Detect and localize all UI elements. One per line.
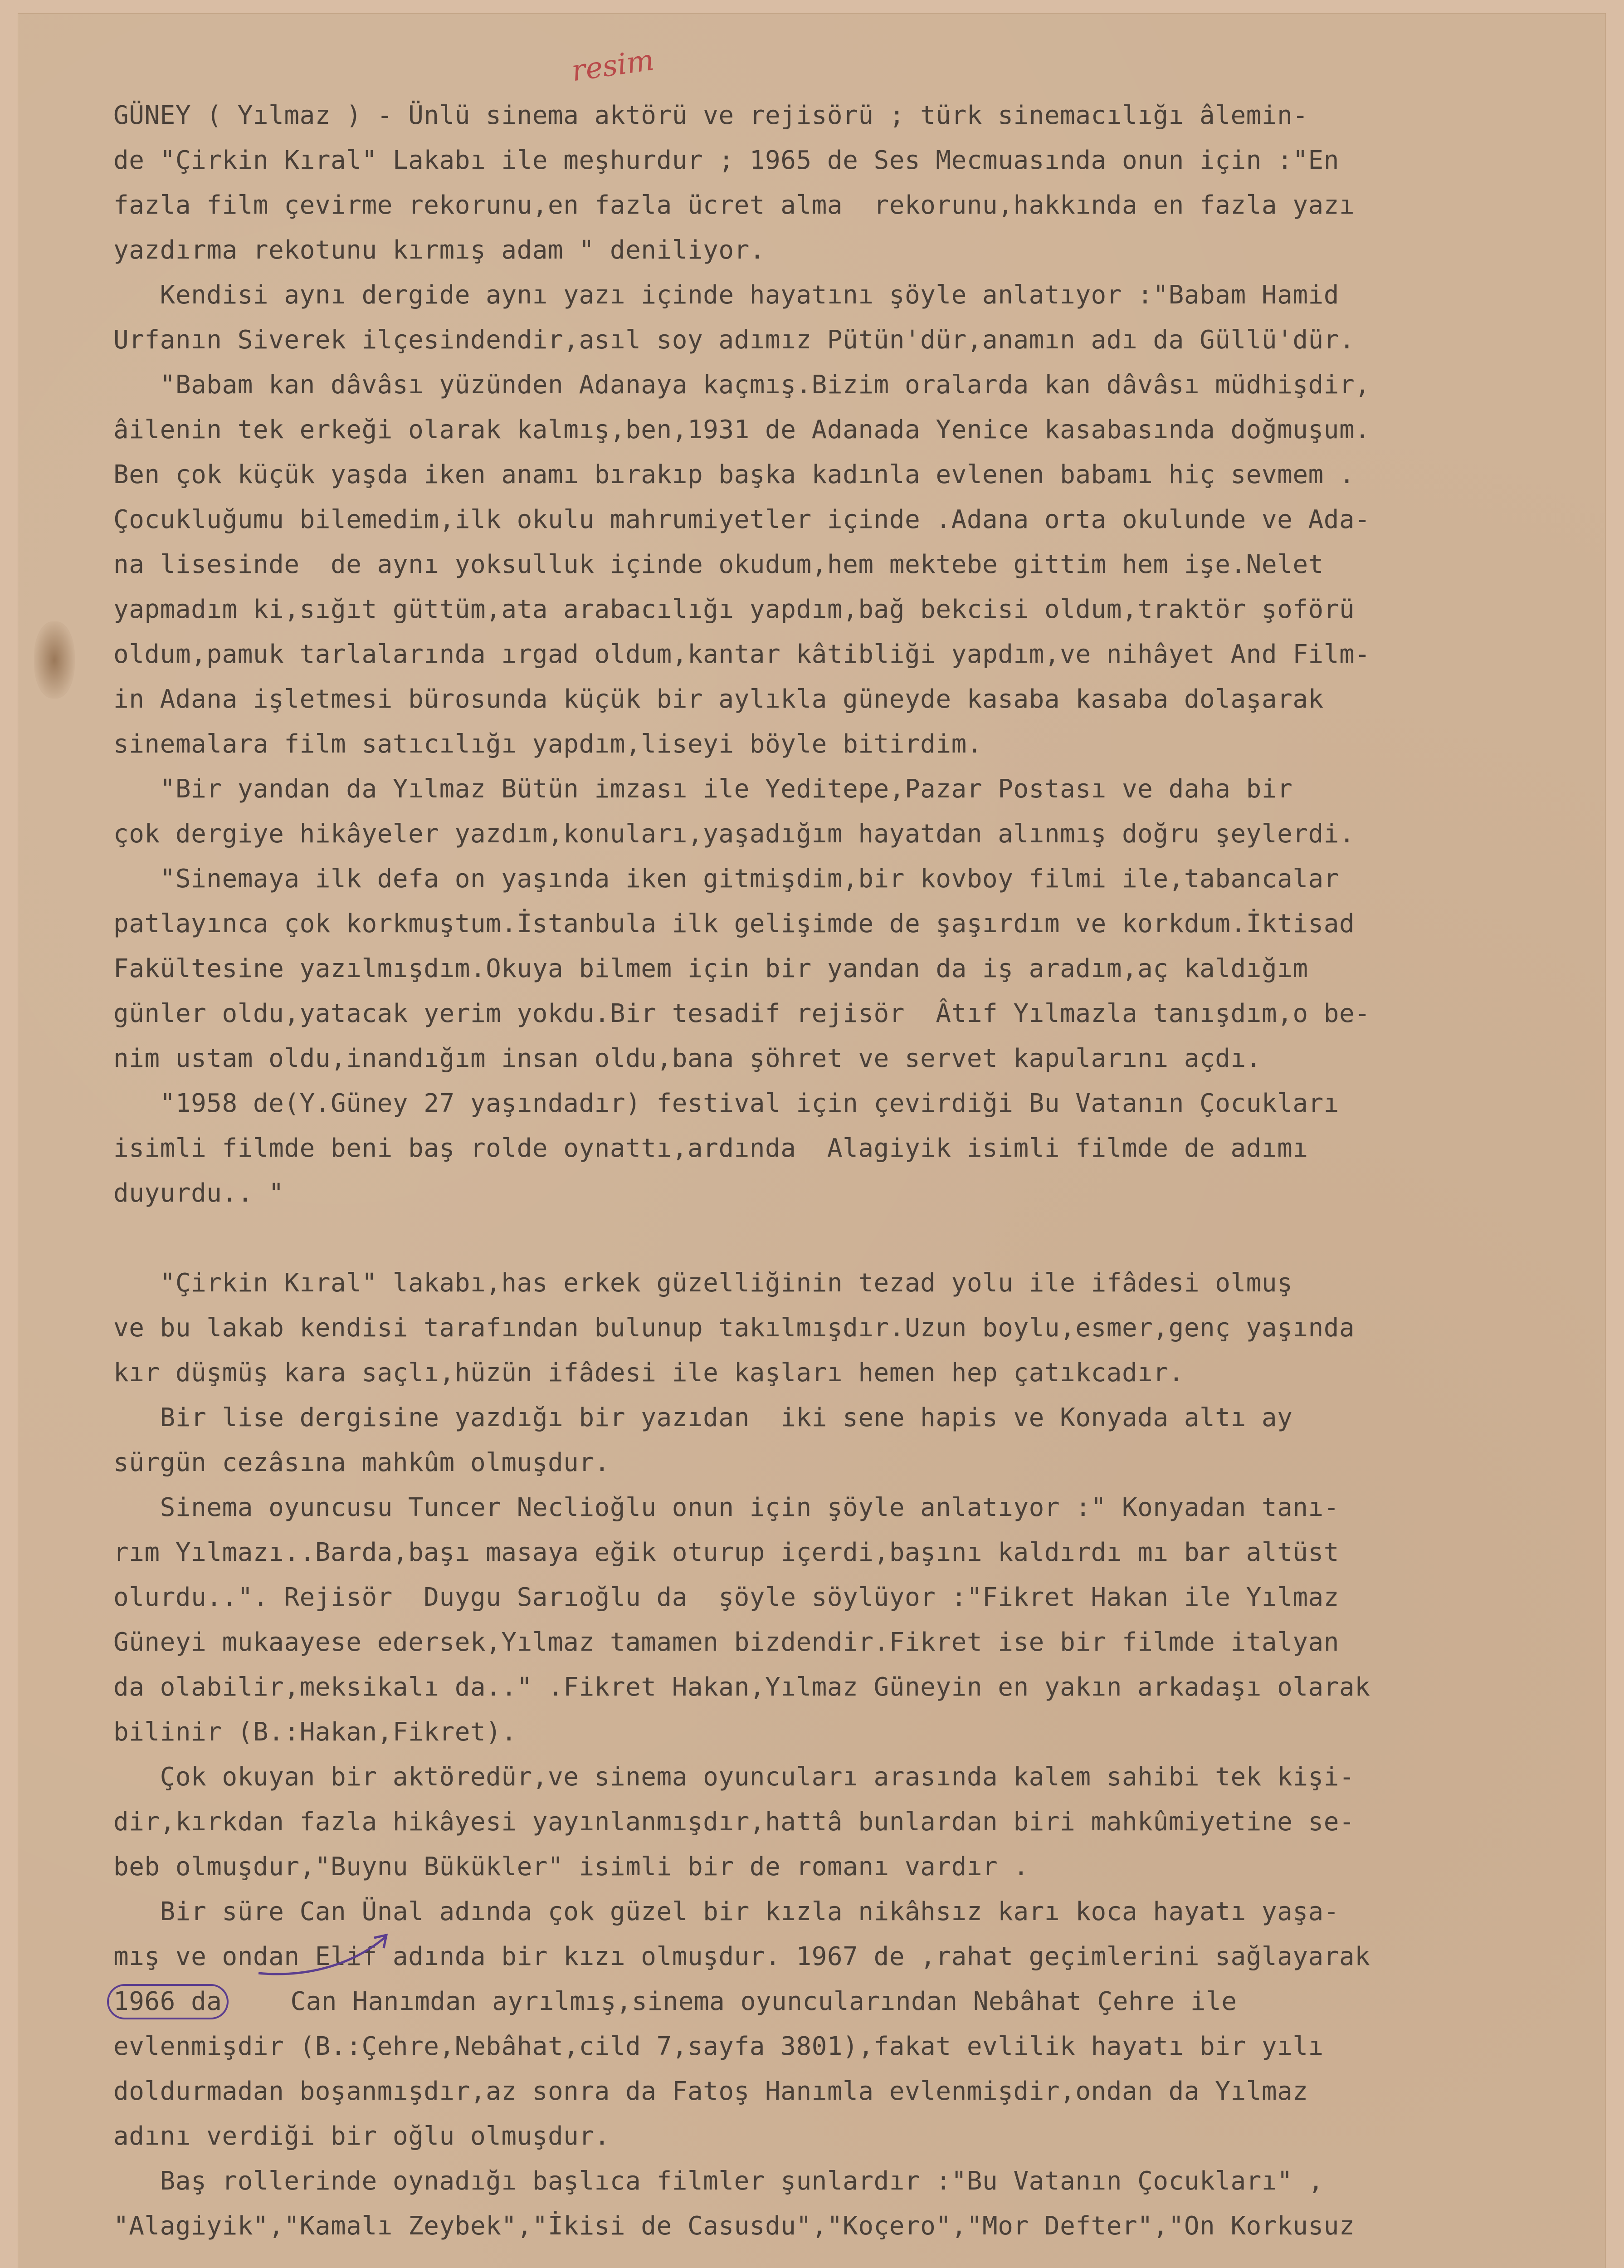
text-line: adını verdiği bir oğlu olmuşdur. <box>113 2121 610 2151</box>
circled-handwritten-insert: 1966 da <box>107 1984 229 2019</box>
text-line: Kendisi aynı dergide aynı yazı içinde hayatını şöyle anlatıyor :"Babam Hamid <box>113 280 1339 310</box>
text-line: doldurmadan boşanmışdır,az sonra da Fatoş Hanımla evlenmişdir,ondan da Yılmaz <box>113 2077 1308 2106</box>
text-line: Fakültesine yazılmışdım.Okuya bilmem için bir yandan da iş aradım,aç kaldığım <box>113 954 1308 983</box>
text-line: Baş rollerinde oynadığı başlıca filmler şunlardır :"Bu Vatanın Çocukları" , <box>113 2166 1324 2196</box>
text-line: mış ve ondan Elif adında bir kızı olmuşdur. 1967 de ,rahat geçimlerini sağlayarak <box>113 1942 1370 1971</box>
text-line: isimli filmde beni baş rolde oynattı,ardında Alagiyik isimli filmde de adımı <box>113 1134 1308 1163</box>
text-line: da olabilir,meksikalı da.." .Fikret Hakan,Yılmaz Güneyin en yakın arkadaşı olarak <box>113 1672 1370 1702</box>
paper-stain <box>34 621 75 699</box>
text-line: Urfanın Siverek ilçesindendir,asıl soy adımız Pütün'dür,anamın adı da Güllü'dür. <box>113 325 1355 355</box>
text-line: Çok okuyan bir aktöredür,ve sinema oyuncuları arasında kalem sahibi tek kişi- <box>113 1762 1355 1792</box>
text-line: de "Çirkin Kıral" Lakabı ile meşhurdur ; 1965 de Ses Mecmuasında onun için :"En <box>113 146 1339 175</box>
text-line: sürgün cezâsına mahkûm olmuşdur. <box>113 1448 610 1477</box>
text-line: günler oldu,yatacak yerim yokdu.Bir tesadif rejisör Âtıf Yılmazla tanışdım,o be- <box>113 999 1370 1028</box>
text-line: çok dergiye hikâyeler yazdım,konuları,yaşadığım hayatdan alınmış doğru şeylerdi. <box>113 819 1355 849</box>
text-line: bilinir (B.:Hakan,Fikret). <box>113 1717 517 1747</box>
text-line: Bir lise dergisine yazdığı bir yazıdan iki sene hapis ve Konyada altı ay <box>113 1403 1293 1432</box>
text-line: "1958 de(Y.Güney 27 yaşındadır) festival için çevirdiği Bu Vatanın Çocukları <box>113 1089 1339 1118</box>
text-line: evlenmişdir (B.:Çehre,Nebâhat,cild 7,sayfa 3801),fakat evlilik hayatı bir yılı <box>113 2032 1324 2061</box>
text-line: yapmadım ki,sığıt güttüm,ata arabacılığı yapdım,bağ bekcisi oldum,traktör şoförü <box>113 595 1355 624</box>
text-line: fazla film çevirme rekorunu,en fazla ücret alma rekorunu,hakkında en fazla yazı <box>113 191 1355 220</box>
text-line: Çocukluğumu bilemedim,ilk okulu mahrumiyetler içinde .Adana orta okulunde ve Ada- <box>113 505 1370 534</box>
text-line: beb olmuşdur,"Buynu Bükükler" isimli bir de romanı vardır . <box>113 1852 1029 1882</box>
paragraph-gap <box>113 1216 1578 1261</box>
text-line: "Sinemaya ilk defa on yaşında iken gitmişdim,bir kovboy filmi ile,tabancalar <box>113 864 1339 894</box>
text-line: patlayınca çok korkmuştum.İstanbula ilk gelişimde de şaşırdım ve korkdum.İktisad <box>113 909 1355 938</box>
text-line: kır düşmüş kara saçlı,hüzün ifâdesi ile kaşları hemen hep çatıkcadır. <box>113 1358 1184 1388</box>
text-line: dir,kırkdan fazla hikâyesi yayınlanmışdır,hattâ bunlardan biri mahkûmiyetine se- <box>113 1807 1355 1837</box>
text-line: oldum,pamuk tarlalarında ırgad oldum,kantar kâtibliği yapdım,ve nihâyet And Film- <box>113 640 1370 669</box>
text-line: olurdu..". Rejisör Duygu Sarıoğlu da şöyle söylüyor :"Fikret Hakan ile Yılmaz <box>113 1583 1339 1612</box>
text-line: na lisesinde de aynı yoksulluk içinde okudum,hem mektebe gittim hem işe.Nelet <box>113 550 1324 579</box>
text-line: "Çirkin Kıral" lakabı,has erkek güzelliğinin tezad yolu ile ifâdesi olmuş <box>113 1268 1293 1298</box>
text-line: yazdırma rekotunu kırmış adam " deniliyor. <box>113 235 766 265</box>
text-line-circled <box>113 1979 1578 2024</box>
text-line-rest: Can Hanımdan ayrılmış,sinema oyuncularından Nebâhat Çehre ile <box>228 1987 1237 2016</box>
text-line: Bir süre Can Ünal adında çok güzel bir kızla nikâhsız karı koca hayatı yaşa- <box>113 1897 1339 1926</box>
handwritten-arrow-icon <box>254 1928 399 1982</box>
text-line: Ben çok küçük yaşda iken anamı bırakıp başka kadınla evlenen babamı hiç sevmem . <box>113 460 1355 489</box>
text-line: âilenin tek erkeği olarak kalmış,ben,1931 de Adanada Yenice kasabasında doğmuşum. <box>113 415 1370 445</box>
text-line: duyurdu.. " <box>113 1178 284 1208</box>
text-line: Güneyi mukaayese edersek,Yılmaz tamamen bizdendir.Fikret ise bir filmde italyan <box>113 1628 1339 1657</box>
text-line: Sinema oyuncusu Tuncer Neclioğlu onun için şöyle anlatıyor :" Konyadan tanı- <box>113 1493 1339 1522</box>
handwritten-annotation: resim <box>569 43 656 88</box>
text-line: "Alagiyik","Kamalı Zeybek","İkisi de Casusdu","Koçero","Mor Defter","On Korkusuz <box>113 2211 1355 2241</box>
text-line: in Adana işletmesi bürosunda küçük bir aylıkla güneyde kasaba kasaba dolaşarak <box>113 684 1324 714</box>
text-line: "Babam kan dâvâsı yüzünden Adanaya kaçmış.Bizim oralarda kan dâvâsı müdhişdir, <box>113 370 1370 400</box>
text-line: sinemalara film satıcılığı yapdım,liseyi böyle bitirdim. <box>113 729 983 759</box>
text-line: "Bir yandan da Yılmaz Bütün imzası ile Yeditepe,Pazar Postası ve daha bir <box>113 774 1293 804</box>
text-line: GÜNEY ( Yılmaz ) - Ünlü sinema aktörü ve rejisörü ; türk sinemacılığı âlemin- <box>113 101 1308 130</box>
text-line: rım Yılmazı..Barda,başı masaya eğik oturup içerdi,başını kaldırdı mı bar altüst <box>113 1538 1339 1567</box>
typed-text-body <box>113 93 1578 2248</box>
text-line: nim ustam oldu,inandığım insan oldu,bana şöhret ve servet kapularını açdı. <box>113 1044 1262 1073</box>
text-line: ve bu lakab kendisi tarafından bulunup takılmışdır.Uzun boylu,esmer,genç yaşında <box>113 1313 1355 1343</box>
